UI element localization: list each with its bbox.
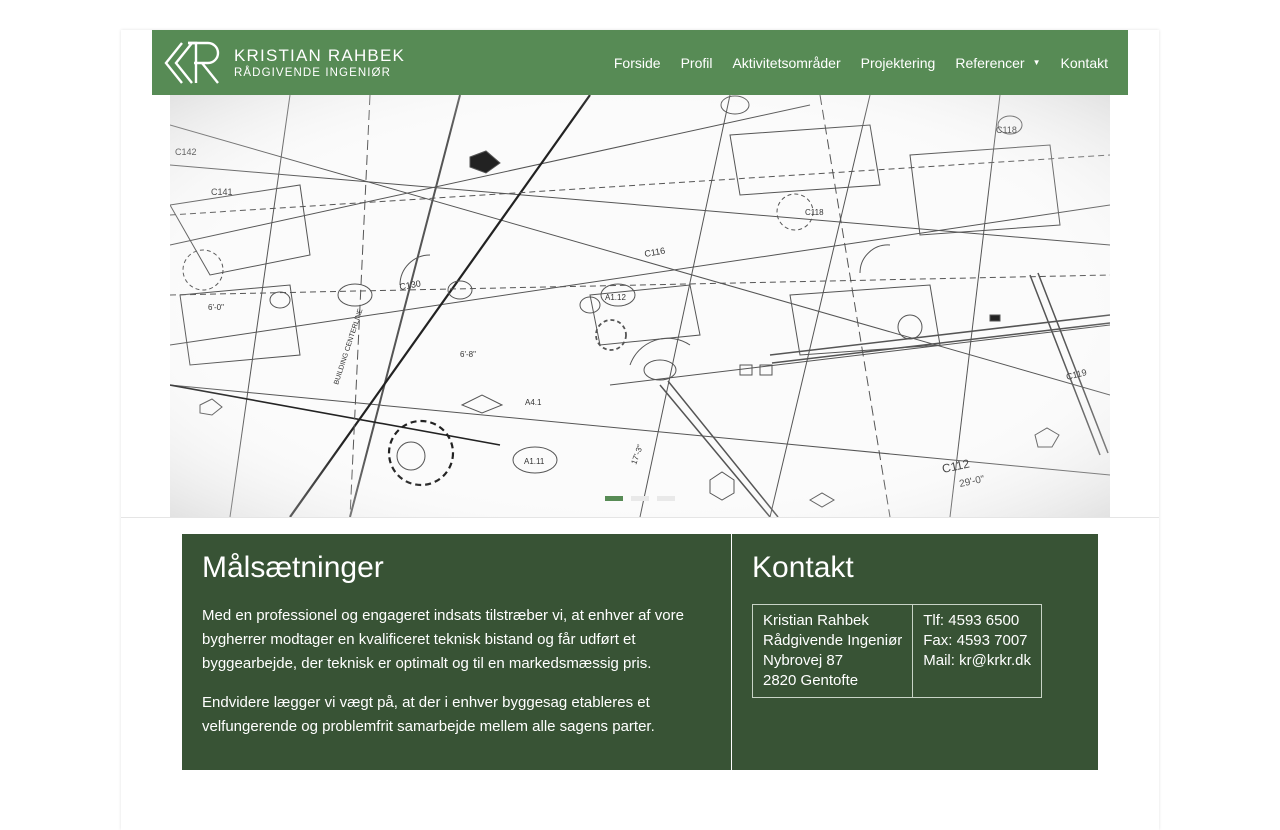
goals-paragraph-2: Endvidere lægger vi vægt på, at der i enhver byggesag etableres et velfungerende og problemfrit samarbejde mellem alle sagens parter. — [202, 694, 655, 735]
section-divider — [121, 517, 1159, 518]
contact-city: 2820 Gentofte — [763, 672, 859, 689]
slide-dot-1[interactable] — [605, 496, 623, 501]
nav-profil[interactable] — [681, 55, 713, 71]
contact-fax: Fax: 4593 7007 — [923, 632, 1028, 649]
contact-details-cell — [913, 605, 1042, 698]
contact-name: Kristian Rahbek — [763, 612, 869, 629]
hero-slider[interactable] — [170, 95, 1110, 517]
goals-paragraph-1: Med en professionel og engageret indsats tilstræber vi, at enhver af vore bygherrer modtager en kvalificeret teknisk bistand og får udført et byggearbejde, der teknisk er optimalt og til en markedsmæssig pris. — [202, 607, 684, 672]
nav-label: Kontakt — [1060, 54, 1108, 71]
contact-street: Nybrovej 87 — [763, 652, 844, 669]
slider-pagination — [605, 496, 675, 501]
nav-label: Forside — [613, 54, 661, 71]
contact-table — [752, 604, 1042, 698]
main-nav — [594, 30, 1108, 95]
contact-address-cell — [753, 605, 913, 698]
nav-label: Projektering — [860, 54, 936, 71]
nav-aktivitetsomraader[interactable] — [732, 55, 840, 71]
nav-label: Profil — [680, 54, 713, 71]
nav-label: Aktivitetsområder — [732, 54, 841, 71]
slide-dot-2[interactable] — [631, 496, 649, 501]
nav-projektering[interactable] — [861, 55, 936, 71]
brand-subtitle: RÅDGIVENDE INGENIØR — [234, 66, 392, 79]
nav-referencer[interactable] — [955, 55, 1040, 71]
kr-monogram-icon — [162, 41, 226, 85]
contact-phone[interactable]: Tlf: 4593 6500 — [923, 612, 1020, 629]
contact-title: Kontakt — [752, 551, 854, 584]
nav-kontakt[interactable] — [1061, 55, 1108, 71]
nav-label: Referencer — [955, 54, 1025, 71]
goals-title: Målsætninger — [202, 551, 384, 584]
site-header — [152, 30, 1128, 95]
slide-dot-3[interactable] — [657, 496, 675, 501]
site-logo[interactable] — [162, 41, 405, 85]
contact-mail[interactable]: Mail: kr@krkr.dk — [923, 652, 1031, 669]
blueprint-image — [170, 95, 1110, 517]
contact-role: Rådgivende Ingeniør — [763, 632, 903, 649]
contact-panel — [732, 534, 1098, 770]
brand-name: KRISTIAN RAHBEK — [234, 45, 406, 65]
goals-panel — [182, 534, 731, 770]
caret-down-icon: ▼ — [1032, 58, 1041, 67]
nav-forside[interactable] — [614, 55, 661, 71]
